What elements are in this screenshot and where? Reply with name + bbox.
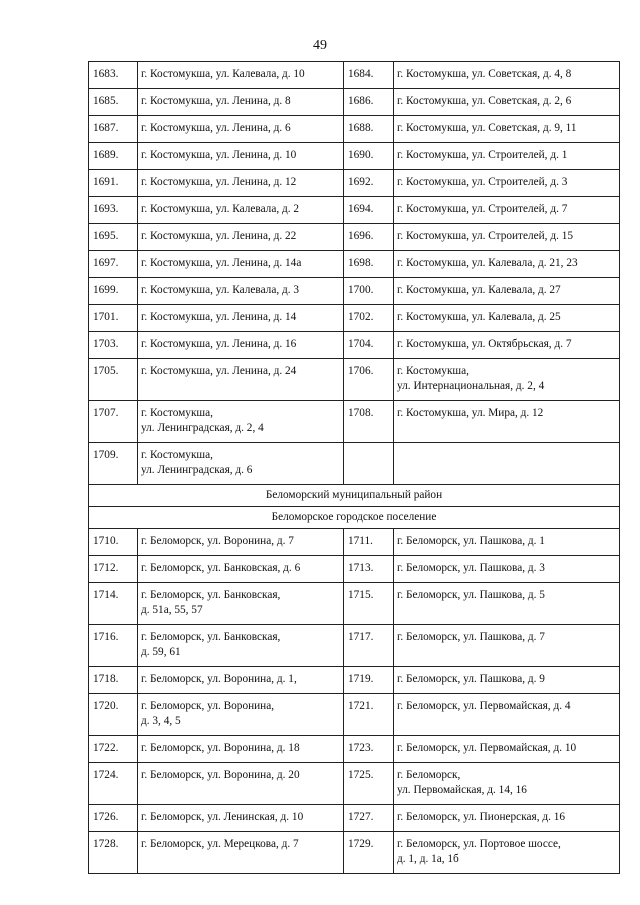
- address-cell: г. Беломорск, ул. Воронина, д. 20: [138, 763, 344, 805]
- address-cell: г. Беломорск, ул. Воронина, д. 18: [138, 736, 344, 763]
- entry-number: 1714.: [89, 583, 138, 625]
- address-cell: [394, 443, 620, 485]
- table-row: [89, 694, 620, 736]
- entry-number: 1720.: [89, 694, 138, 736]
- table-row: [89, 224, 620, 251]
- entry-number: 1708.: [344, 401, 394, 443]
- table-row: [89, 556, 620, 583]
- entry-number: 1723.: [344, 736, 394, 763]
- address-cell: г. Костомукша, ул. Советская, д. 9, 11: [394, 116, 620, 143]
- table-row: [89, 278, 620, 305]
- entry-number: 1728.: [89, 832, 138, 874]
- entry-number: 1702.: [344, 305, 394, 332]
- district-header: Беломорский муниципальный район: [89, 485, 620, 507]
- entry-number: 1686.: [344, 89, 394, 116]
- entry-number: 1703.: [89, 332, 138, 359]
- entry-number: 1684.: [344, 62, 394, 89]
- table-row: [89, 832, 620, 874]
- address-cell: г. Беломорск, ул. Пионерская, д. 16: [394, 805, 620, 832]
- address-table: [88, 61, 620, 874]
- table-row: [89, 62, 620, 89]
- address-cell: г. Костомукша, ул. Калевала, д. 10: [138, 62, 344, 89]
- table-row: [89, 763, 620, 805]
- address-cell: г. Костомукша, ул. Ленина, д. 16: [138, 332, 344, 359]
- address-cell: г. Костомукша, ул. Калевала, д. 25: [394, 305, 620, 332]
- page-number: 49: [313, 38, 327, 53]
- entry-number: 1718.: [89, 667, 138, 694]
- entry-number: 1712.: [89, 556, 138, 583]
- settlement-header: Беломорское городское поселение: [89, 507, 620, 529]
- entry-number: 1729.: [344, 832, 394, 874]
- entry-number: 1699.: [89, 278, 138, 305]
- entry-number: 1721.: [344, 694, 394, 736]
- entry-number: 1713.: [344, 556, 394, 583]
- address-cell: г. Беломорск, ул. Банковская, д. 6: [138, 556, 344, 583]
- entry-number: 1719.: [344, 667, 394, 694]
- address-cell: г. Костомукша, ул. Ленинградская, д. 2, 4: [138, 401, 344, 443]
- address-cell: г. Костомукша, ул. Калевала, д. 3: [138, 278, 344, 305]
- address-cell: г. Костомукша, ул. Ленина, д. 14: [138, 305, 344, 332]
- address-cell: г. Беломорск, ул. Банковская, д. 59, 61: [138, 625, 344, 667]
- address-cell: г. Костомукша, ул. Октябрьская, д. 7: [394, 332, 620, 359]
- entry-number: [344, 443, 394, 485]
- table-row: [89, 116, 620, 143]
- entry-number: 1687.: [89, 116, 138, 143]
- entry-number: 1688.: [344, 116, 394, 143]
- table-row: [89, 401, 620, 443]
- address-cell: г. Костомукша, ул. Калевала, д. 2: [138, 197, 344, 224]
- address-cell: г. Беломорск, ул. Первомайская, д. 10: [394, 736, 620, 763]
- address-cell: г. Беломорск, ул. Банковская, д. 51а, 55, 57: [138, 583, 344, 625]
- entry-number: 1691.: [89, 170, 138, 197]
- address-cell: г. Беломорск, ул. Воронина, д. 3, 4, 5: [138, 694, 344, 736]
- entry-number: 1705.: [89, 359, 138, 401]
- address-cell: г. Костомукша, ул. Ленина, д. 24: [138, 359, 344, 401]
- entry-number: 1693.: [89, 197, 138, 224]
- entry-number: 1726.: [89, 805, 138, 832]
- entry-number: 1717.: [344, 625, 394, 667]
- address-cell: г. Костомукша, ул. Строителей, д. 1: [394, 143, 620, 170]
- address-cell: г. Костомукша, ул. Ленина, д. 22: [138, 224, 344, 251]
- address-cell: г. Беломорск, ул. Первомайская, д. 14, 16: [394, 763, 620, 805]
- entry-number: 1689.: [89, 143, 138, 170]
- table-body-bottom: [89, 529, 620, 874]
- address-cell: г. Костомукша, ул. Строителей, д. 7: [394, 197, 620, 224]
- table-row: [89, 736, 620, 763]
- table-row: [89, 583, 620, 625]
- entry-number: 1692.: [344, 170, 394, 197]
- address-cell: г. Костомукша, ул. Ленина, д. 10: [138, 143, 344, 170]
- address-cell: г. Беломорск, ул. Пашкова, д. 1: [394, 529, 620, 556]
- entry-number: 1725.: [344, 763, 394, 805]
- address-cell: г. Костомукша, ул. Ленина, д. 6: [138, 116, 344, 143]
- address-cell: г. Костомукша, ул. Ленина, д. 12: [138, 170, 344, 197]
- address-cell: г. Костомукша, ул. Мира, д. 12: [394, 401, 620, 443]
- address-cell: г. Костомукша, ул. Советская, д. 4, 8: [394, 62, 620, 89]
- entry-number: 1700.: [344, 278, 394, 305]
- address-cell: г. Костомукша, ул. Ленина, д. 14а: [138, 251, 344, 278]
- address-cell: г. Костомукша, ул. Калевала, д. 21, 23: [394, 251, 620, 278]
- table-row: [89, 89, 620, 116]
- table-row: [89, 443, 620, 485]
- address-cell: г. Беломорск, ул. Пашкова, д. 7: [394, 625, 620, 667]
- address-cell: г. Костомукша, ул. Строителей, д. 15: [394, 224, 620, 251]
- address-cell: г. Беломорск, ул. Пашкова, д. 5: [394, 583, 620, 625]
- table-row: [89, 359, 620, 401]
- entry-number: 1715.: [344, 583, 394, 625]
- table-row: [89, 197, 620, 224]
- entry-number: 1710.: [89, 529, 138, 556]
- entry-number: 1722.: [89, 736, 138, 763]
- address-cell: г. Беломорск, ул. Воронина, д. 7: [138, 529, 344, 556]
- address-cell: г. Беломорск, ул. Пашкова, д. 9: [394, 667, 620, 694]
- entry-number: 1701.: [89, 305, 138, 332]
- entry-number: 1690.: [344, 143, 394, 170]
- address-cell: г. Костомукша, ул. Ленинградская, д. 6: [138, 443, 344, 485]
- table-row: [89, 529, 620, 556]
- entry-number: 1727.: [344, 805, 394, 832]
- entry-number: 1706.: [344, 359, 394, 401]
- table-row: [89, 170, 620, 197]
- entry-number: 1724.: [89, 763, 138, 805]
- address-cell: г. Беломорск, ул. Пашкова, д. 3: [394, 556, 620, 583]
- address-cell: г. Костомукша, ул. Калевала, д. 27: [394, 278, 620, 305]
- entry-number: 1696.: [344, 224, 394, 251]
- address-cell: г. Беломорск, ул. Портовое шоссе, д. 1, д. 1а, 1б: [394, 832, 620, 874]
- address-cell: г. Костомукша, ул. Строителей, д. 3: [394, 170, 620, 197]
- table-row: [89, 667, 620, 694]
- address-cell: г. Беломорск, ул. Воронина, д. 1,: [138, 667, 344, 694]
- table-row: [89, 143, 620, 170]
- table-row: [89, 332, 620, 359]
- entry-number: 1711.: [344, 529, 394, 556]
- address-cell: г. Костомукша, ул. Ленина, д. 8: [138, 89, 344, 116]
- address-cell: г. Беломорск, ул. Первомайская, д. 4: [394, 694, 620, 736]
- table-body-top: [89, 62, 620, 485]
- address-cell: г. Костомукша, ул. Интернациональная, д. 2, 4: [394, 359, 620, 401]
- entry-number: 1694.: [344, 197, 394, 224]
- address-cell: г. Костомукша, ул. Советская, д. 2, 6: [394, 89, 620, 116]
- table-row: [89, 805, 620, 832]
- entry-number: 1707.: [89, 401, 138, 443]
- table-row: [89, 251, 620, 278]
- address-cell: г. Беломорск, ул. Ленинская, д. 10: [138, 805, 344, 832]
- entry-number: 1695.: [89, 224, 138, 251]
- entry-number: 1683.: [89, 62, 138, 89]
- entry-number: 1709.: [89, 443, 138, 485]
- entry-number: 1685.: [89, 89, 138, 116]
- table-row: [89, 625, 620, 667]
- section-headers: [89, 485, 620, 529]
- address-cell: г. Беломорск, ул. Мерецкова, д. 7: [138, 832, 344, 874]
- entry-number: 1704.: [344, 332, 394, 359]
- entry-number: 1697.: [89, 251, 138, 278]
- entry-number: 1716.: [89, 625, 138, 667]
- entry-number: 1698.: [344, 251, 394, 278]
- table-row: [89, 305, 620, 332]
